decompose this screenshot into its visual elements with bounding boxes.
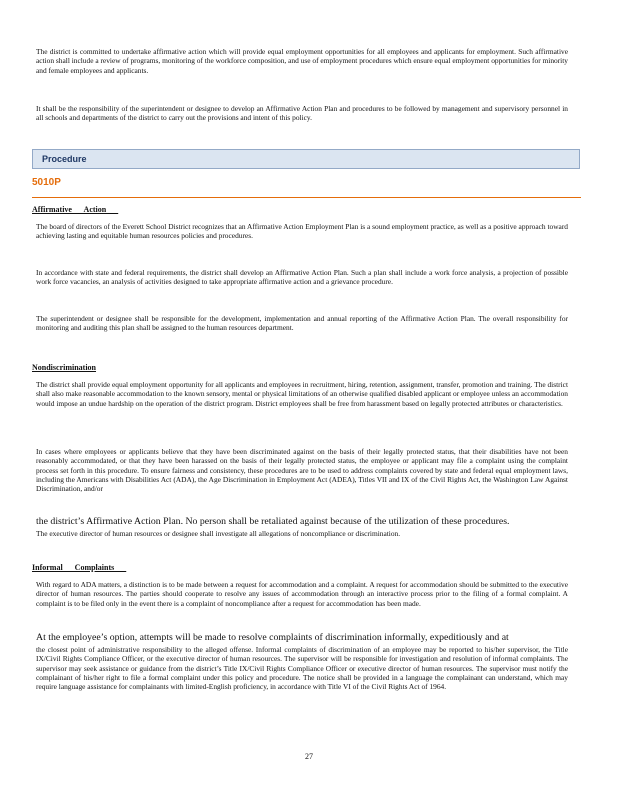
affirmative-paragraph-1: The board of directors of the Everett School District recognizes that an Affirmative Action Employment Plan is a sound employment practice, as well as a positive approach toward achieving lasting and equitable human resources policies and procedures. xyxy=(36,222,568,241)
nondiscrimination-paragraph-3: The executive director of human resources or designee shall investigate all allegations of noncompliance or discrimination. xyxy=(36,529,401,538)
procedure-code: 5010P xyxy=(32,177,61,188)
intro-paragraph-1: The district is committed to undertake affirmative action which will provide equal employment opportunities for all employees and applicants for employment. Such affirmative action shall include a review of programs, monitoring of the workforce composition, and use of employment procedures which ensure equal employment opportunities for minority and female employees and applicants. xyxy=(36,47,568,75)
nondiscrimination-heading: Nondiscrimination xyxy=(32,363,97,372)
affirmative-action-heading: Affirmative Action xyxy=(32,205,119,214)
nondiscrimination-paragraph-1: The district shall provide equal employment opportunity for all applicants and employees in recruitment, hiring, retention, assignment, transfer, promotion and training. The district shall also make reasonable accommodation to the known sensory, mental or physical limitations of an otherwise qualified disabled applicant or employee unless an accommodation would impose an undue hardship on the operation of the district program. District employees shall be free from harassment based on legally protected attributes or characteristics. xyxy=(36,380,568,408)
informal-complaints-heading: Informal Complaints xyxy=(32,563,127,572)
informal-paragraph-1: With regard to ADA matters, a distinction is to be made between a request for accommodation and a complaint. A request for accommodation should be submitted to the executive director of human resources. The parties should cooperate to resolve any issues of accommodation through an interactive process prior to the filing of a formal complaint. A complaint is to be filed only in the event there is a complaint of noncompliance after a request for accommodation has been made. xyxy=(36,580,568,608)
procedure-label: Procedure xyxy=(42,154,87,164)
informal-option-line: At the employee’s option, attempts will be made to resolve complaints of discrimination informally, expeditiously and at xyxy=(36,632,509,643)
page-number: 27 xyxy=(305,752,313,761)
procedure-banner xyxy=(32,149,580,169)
informal-paragraph-2: the closest point of administrative responsibility to the alleged offense. Informal complaints of discrimination of an employee may be reported to his/her supervisor, the Title IX/Civil Rights Compliance Officer, or the executive director of human resources. The supervisor will be responsible for investigation and resolution of informal complaints. The supervisor may seek assistance or guidance from the district’s Title IX/Civil Rights Compliance Officer or executive director of human resources. The supervisor must notify the complainant of his/her right to file a formal complaint under this policy and procedure. The notice shall be provided in a language the complainant can understand, which may require language assistance for complainants with limited-English proficiency, in accordance with Title VI of the Civil Rights Act of 1964. xyxy=(36,645,568,692)
affirmative-paragraph-3: The superintendent or designee shall be responsible for the development, implementation and annual reporting of the Affirmative Action Plan. The overall responsibility for monitoring and auditing this plan shall be assigned to the human resources department. xyxy=(36,314,568,333)
nondiscrimination-retaliation-line: the district’s Affirmative Action Plan. No person shall be retaliated against because of the utilization of these procedures. xyxy=(36,516,510,527)
affirmative-paragraph-2: In accordance with state and federal requirements, the district shall develop an Affirmative Action Plan. Such a plan shall include a work force analysis, a projection of possible work force vacancies, an analysis of activities designed to take appropriate affirmative action and a grievance procedure. xyxy=(36,268,568,287)
section-divider xyxy=(32,197,581,198)
intro-paragraph-2: It shall be the responsibility of the superintendent or designee to develop an Affirmative Action Plan and procedures to be followed by management and supervisory personnel in all schools and departments of the district to carry out the provisions and intent of this policy. xyxy=(36,104,568,123)
nondiscrimination-paragraph-2: In cases where employees or applicants believe that they have been discriminated against on the basis of their legally protected status, that their disabilities have not been reasonably accommodated, or that they have been harassed on the basis of their legally protected status, the employee or applicant may file a complaint using the complaint process set forth in this procedure. To ensure fairness and consistency, these procedures are to be used to address complaints covered by state and federal equal employment laws, including the Americans with Disabilities Act (ADA), the Age Discrimination in Employment Act (ADEA), Titles VII and IX of the Civil Rights Act, the Washington Law Against Discrimination, and/or xyxy=(36,447,568,494)
